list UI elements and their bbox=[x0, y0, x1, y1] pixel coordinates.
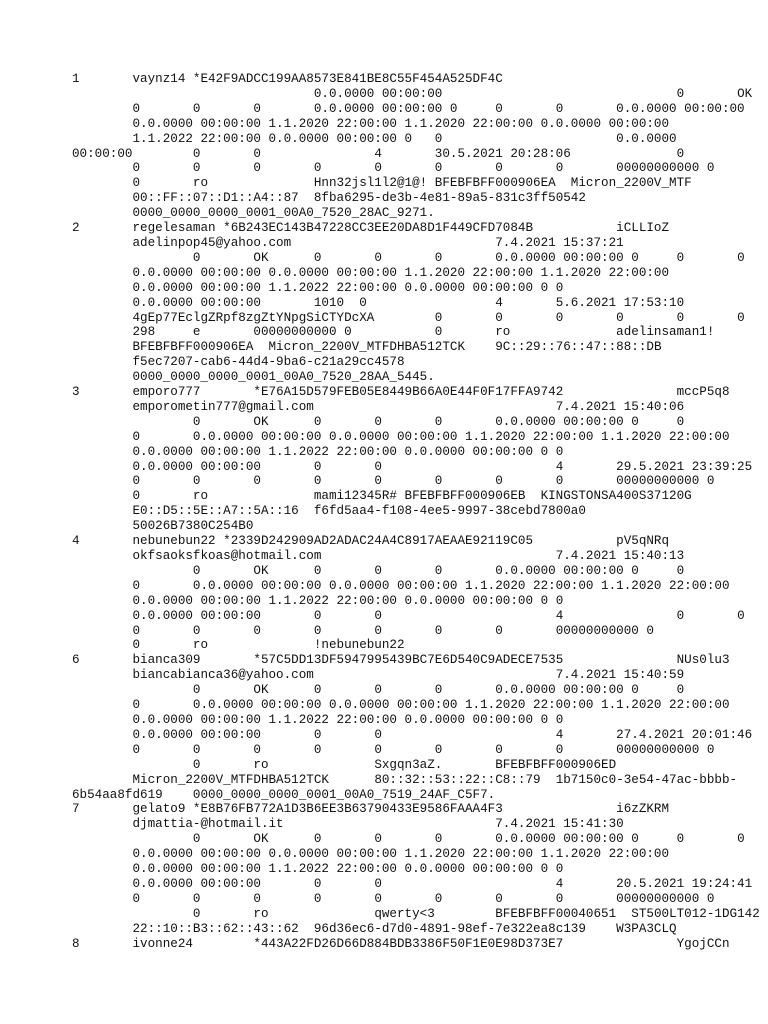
text-line: 0.0.0000 00:00:00 0.0.0000 00:00:00 1.1.2020 22:00:00 1.1.2020 22:00:00 bbox=[72, 265, 670, 280]
text-line: okfsaoksfkoas@hotmail.com 7.4.2021 15:40:13 bbox=[72, 549, 685, 563]
text-line: 0 ro qwerty<3 BFEBFBFF00040651 ST500LT012-1DG142 bbox=[72, 906, 760, 921]
text-line: 0.0.0000 00:00:00 1.1.2020 22:00:00 1.1.2020 22:00:00 0.0.0000 00:00:00 bbox=[72, 116, 670, 131]
text-line: 0.0.0000 00:00:00 0.0.0000 00:00:00 1.1.2020 22:00:00 1.1.2020 22:00:00 bbox=[72, 847, 670, 862]
text-line: E0::D5::5E::A7::5A::16 f6fd5aa4-f108-4ee5-9997-38cebd7800a0 bbox=[72, 504, 586, 519]
text-line: 0.0.0000 00:00:00 0 0 4 27.4.2021 20:01:46 bbox=[72, 727, 753, 742]
text-line: 0 0 0 0 0 0 0 0 00000000000 0 bbox=[72, 742, 715, 757]
text-line: 6b54aa8fd619 0000_0000_0000_0001_00A0_7519_24AF_C5F7. bbox=[72, 787, 496, 802]
text-line: 0 OK 0 0 0 0.0.0000 00:00:00 0 0 bbox=[72, 414, 685, 429]
text-line: 6 bianca309 *57C5DD13DF5947995439BC7E6D540C9ADECE7535 NUs0lu3 bbox=[72, 653, 730, 668]
text-line: 2 regelesaman *6B243EC143B47228CC3EE20DA8D1F449CFD7084B iCLLIoZ bbox=[72, 221, 670, 236]
text-line: 0 0 0 0 0 0 0 00000000000 0 bbox=[72, 623, 654, 638]
text-line: 298 e 00000000000 0 0 ro adelinsaman1! bbox=[72, 325, 715, 340]
text-line: 0 0.0.0000 00:00:00 0.0.0000 00:00:00 1.1.2020 22:00:00 1.1.2020 22:00:00 bbox=[72, 698, 730, 713]
text-line: 0 0 0 0 0 0 0 0 00000000000 0 bbox=[72, 891, 715, 906]
text-line: 00:00:00 0 0 4 30.5.2021 20:28:06 0 bbox=[72, 146, 685, 161]
text-line: 0 ro !nebunebun22 bbox=[72, 638, 405, 653]
text-line: 0 OK 0 0 0 0.0.0000 00:00:00 0 0 bbox=[72, 563, 685, 578]
text-line: adelinpop45@yahoo.com 7.4.2021 15:37:21 bbox=[72, 235, 624, 250]
text-line: 0 0.0.0000 00:00:00 0.0.0000 00:00:00 1.1.2020 22:00:00 1.1.2020 22:00:00 bbox=[72, 429, 730, 444]
text-line: 0 0 0 0 0 0 0 0 00000000000 0 bbox=[72, 474, 715, 489]
text-line: 8 ivonne24 *443A22FD26D66D884BDB3386F50F1E0E98D373E7 YgojCCn bbox=[72, 936, 730, 951]
document-text bbox=[72, 72, 760, 951]
text-line: 0.0.0000 00:00:00 0 0 4 20.5.2021 19:24:41 bbox=[72, 876, 753, 891]
text-line: 0.0.0000 00:00:00 1.1.2022 22:00:00 0.0.0000 00:00:00 0 0 bbox=[72, 862, 564, 877]
text-line: f5ec7207-cab6-44d4-9ba6-c21a29cc4578 bbox=[72, 355, 405, 370]
text-line: 0 ro Hnn32jsl1l2@1@! BFEBFBFF000906EA Micron_2200V_MTF bbox=[72, 176, 692, 191]
text-line: 0 0 0 0.0.0000 00:00:00 0 0 0 0.0.0000 00:00:00 bbox=[72, 101, 745, 116]
text-line: 0.0.0000 00:00:00 1010 0 4 5.6.2021 17:53:10 bbox=[72, 295, 685, 310]
text-line: 00::FF::07::D1::A4::87 8fba6295-de3b-4e81-89a5-831c3ff50542 bbox=[72, 191, 586, 206]
text-line: 0000_0000_0000_0001_00A0_7520_28AA_5445. bbox=[72, 370, 435, 385]
text-line: 0 OK 0 0 0 0.0.0000 00:00:00 0 0 bbox=[72, 683, 685, 698]
text-line: 0.0.0000 00:00:00 0 0 4 29.5.2021 23:39:25 bbox=[72, 459, 753, 474]
text-line: 0.0.0000 00:00:00 1.1.2022 22:00:00 0.0.0000 00:00:00 0 0 bbox=[72, 444, 564, 459]
text-line: 0.0.0000 00:00:00 1.1.2022 22:00:00 0.0.0000 00:00:00 0 0 bbox=[72, 593, 564, 608]
text-line: Micron_2200V_MTFDHBA512TCK 80::32::53::22::C8::79 1b7150c0-3e54-47ac-bbbb- bbox=[72, 772, 738, 787]
text-line: 4 nebunebun22 *2339D242909AD2ADAC24A4C8917AEAAE92119C05 pV5qNRq bbox=[72, 534, 670, 549]
text-line: 0000_0000_0000_0001_00A0_7520_28AC_9271. bbox=[72, 206, 435, 221]
text-line: 0 ro mami12345R# BFEBFBFF000906EB KINGSTONSA400S37120G bbox=[72, 489, 692, 504]
text-line: 0 0 0 0 0 0 0 0 00000000000 0 bbox=[72, 161, 715, 176]
text-line: 4gEp77EclgZRpf8zgZtYNpgSiCTYDcXA 0 0 0 0 0 0 bbox=[72, 310, 745, 325]
text-line: biancabianca36@yahoo.com 7.4.2021 15:40:59 bbox=[72, 668, 685, 683]
text-line: 0.0.0000 00:00:00 0 OK bbox=[72, 86, 753, 101]
text-line: djmattia-@hotmail.it 7.4.2021 15:41:30 bbox=[72, 817, 624, 832]
text-line: 0.0.0000 00:00:00 1.1.2022 22:00:00 0.0.0000 00:00:00 0 0 bbox=[72, 712, 564, 727]
text-line: 22::10::B3::62::43::62 96d36ec6-d7d0-4891-98ef-7e322ea8c139 W3PA3CLQ bbox=[72, 921, 677, 936]
text-line: 0 0.0.0000 00:00:00 0.0.0000 00:00:00 1.1.2020 22:00:00 1.1.2020 22:00:00 bbox=[72, 578, 730, 593]
text-line: 0.0.0000 00:00:00 1.1.2022 22:00:00 0.0.0000 00:00:00 0 0 bbox=[72, 280, 564, 295]
text-line: emporometin777@gmail.com 7.4.2021 15:40:06 bbox=[72, 399, 685, 414]
text-line: 1.1.2022 22:00:00 0.0.0000 00:00:00 0 0 0.0.0000 bbox=[72, 131, 677, 146]
text-line: 1 vaynz14 *E42F9ADCC199AA8573E841BE8C55F454A525DF4C bbox=[72, 72, 503, 86]
text-line: 0 ro Sxgqn3aZ. BFEBFBFF000906ED bbox=[72, 757, 617, 772]
text-line: BFEBFBFF000906EA Micron_2200V_MTFDHBA512TCK 9C::29::76::47::88::DB bbox=[72, 340, 662, 355]
text-line: 3 emporo777 *E76A15D579FEB05E8449B66A0E44F0F17FFA9742 mccP5q8 bbox=[72, 385, 730, 400]
text-line: 7 gelato9 *E8B76FB772A1D3B6EE3B63790433E9586FAAA4F3 i6zZKRM bbox=[72, 802, 670, 817]
text-line: 50026B7380C254B0 bbox=[72, 519, 254, 534]
text-line: 0.0.0000 00:00:00 0 0 4 0 0 bbox=[72, 608, 745, 623]
text-line: 0 OK 0 0 0 0.0.0000 00:00:00 0 0 0 bbox=[72, 832, 745, 847]
text-line: 0 OK 0 0 0 0.0.0000 00:00:00 0 0 0 bbox=[72, 250, 745, 265]
